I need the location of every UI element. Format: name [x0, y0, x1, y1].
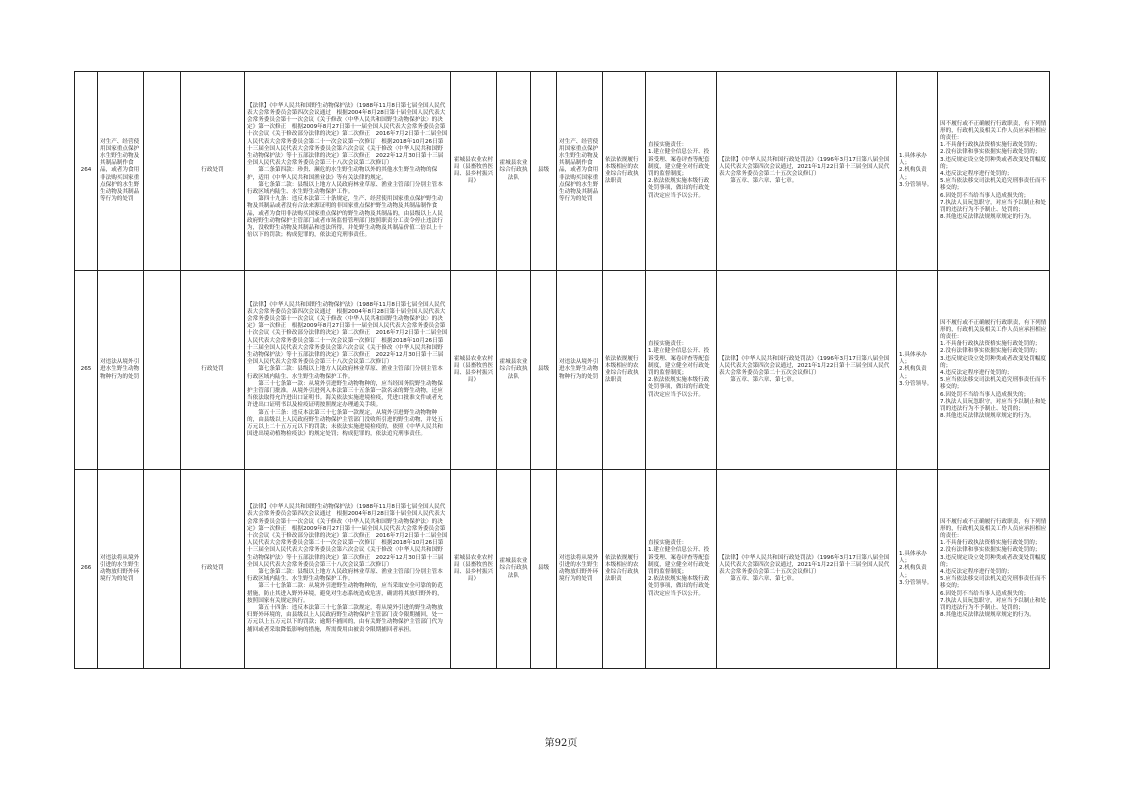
item-name: 对违法从境外引进水生野生动物物种行为的处罚 — [98, 271, 144, 470]
accountability: 因不履行或不正确履行行政职责，有下列情形的，行政机关及相关工作人员应承担相应的责任： 1.不具备行政执法资格实施行政处罚的； 2.没有法律和事实依据实施行政处罚的； 3.违反规定设立处罚种类或者改变处罚幅度的； 4.违反法定程序进行处罚的； 5.应当依法移交司法机关追究刑事责任而不移交的； 6.因处罚不当给当事人造成损失的； 7.执法人员玩忽职守，对应当予以制止和处罚的违法行为不予制止、处罚的； 8.其他违反法律法规规章规定的行为。 — [938, 470, 1050, 669]
supervision-law: 【法律】《中华人民共和国行政处罚法》（1996年3月17日第八届全国人民代表大会第四次会议通过，2021年1月22日第十三届全国人民代表大会常务委员会第二十五次会议修订） 第五章、第六章、第七章。 — [717, 470, 897, 669]
enforcement-unit: 霍城县农业综合行政执法队 — [497, 271, 531, 470]
responsible-subjects: 1.具体承办人； 2.机构负责人； 3.分管领导。 — [897, 271, 938, 470]
item-type: 行政处罚 — [181, 271, 245, 470]
item-type: 行政处罚 — [181, 470, 245, 669]
department: 霍城县农业农村局（县畜牧兽医局、县乡村振兴局） — [451, 470, 497, 669]
responsible-subjects: 1.具体承办人； 2.机构负责人； 3.分管领导。 — [897, 470, 938, 669]
supervision-law: 【法律】《中华人民共和国行政处罚法》（1996年3月17日第八届全国人民代表大会第四次会议通过，2021年1月22日第十三届全国人民代表大会常务委员会第二十五次会议修订） 第五章、第六章、第七章。 — [717, 271, 897, 470]
implementation-steps: 直接实施责任： 1.建立健全信息公开、投诉受理、案卷评查等配套制度，建立健全对行政处罚的监督制度； 2.依法依规实施本级行政处罚事项，做出的行政处罚决定应当予以公开。 — [646, 72, 717, 271]
accountability: 因不履行或不正确履行行政职责，有下列情形的，行政机关及相关工作人员应承担相应的责任： 1.不具备行政执法资格实施行政处罚的； 2.没有法律和事实依据实施行政处罚的； 3.违反规定设立处罚种类或者改变处罚幅度的； 4.违反法定程序进行处罚的； 5.应当依法移交司法机关追究刑事责任而不移交的； 6.因处罚不当给当事人造成损失的； 7.执法人员玩忽职守，对应当予以制止和处罚的违法行为不予制止、处罚的； 8.其他违反法律法规规章规定的行为。 — [938, 271, 1050, 470]
level: 县级 — [531, 271, 557, 470]
item-name-2: 对违法将从境外引进的水生野生动物放归野外环境行为的处罚 — [557, 470, 603, 669]
sub-item — [144, 271, 181, 470]
enforcement-unit: 霍城县农业综合行政执法队 — [497, 72, 531, 271]
level: 县级 — [531, 470, 557, 669]
sub-item — [144, 470, 181, 669]
duty: 依法依规履行本级相应的农业综合行政执法职责 — [603, 470, 646, 669]
supervision-law: 【法律】《中华人民共和国行政处罚法》（1996年3月17日第八届全国人民代表大会第四次会议通过，2021年1月22日第十三届全国人民代表大会常务委员会第二十五次会议修订） 第五章、第六章、第七章。 — [717, 72, 897, 271]
row-number: 266 — [75, 470, 98, 669]
table-row — [75, 470, 1050, 669]
sub-item — [144, 72, 181, 271]
item-name-2: 对违法从境外引进水生野生动物物种行为的处罚 — [557, 271, 603, 470]
responsible-subjects: 1.具体承办人； 2.机构负责人； 3.分管领导。 — [897, 72, 938, 271]
legal-basis: 【法律】《中华人民共和国野生动物保护法》（1988年11月8日第七届全国人民代表大会常务委员会第四次会议通过 根据2004年8月28日第十届全国人民代表大会常务委员会第十一次会议《关于修改〈中华人民共和国野生动物保护法〉的决定》第一次修正 根据2009年8月27日第十一届全国人民代表大会常务委员会第十次会议《关于修改部分法律的决定》第二次修正 2016年7月2日第十二届全国人民代表大会常务委员会第二十一次会议第一次修订 根据2018年10月26日第十三届全国人民代表大会常务委员会第六次会议《关于修改〈中华人民共和国野生动物保护法〉等十五部法律的决定》第三次修正 2022年12月30日第十三届全国人民代表大会常务委员会第三十八次会议第二次修订） 第七条第二款：县级以上地方人民政府林业草原、渔业主管部门分别主管本行政区域内陆生、水生野生动物保护工作。 第三十七条第二款：从境外引进野生动物物种的，应当采取安全可靠的防范措施，防止其进入野外环境，避免对生态系统造成危害，确需将其放归野外的，按照国家有关规定执行。 第五十四条：违反本法第三十七条第二款规定，将从境外引进的野生动物放归野外环境的，由县级以上人民政府野生动物保护主管部门责令限期捕回，处一万元以上五万元以下的罚款；逾期不捕回的，由有关野生动物保护主管部门代为捕回或者采取降低影响的措施，所需费用由被责令限期捕回者承担。 — [245, 470, 451, 669]
item-type: 行政处罚 — [181, 72, 245, 271]
item-name-2: 对生产、经营使用国家重点保护水生野生动物及其制品制作食品，或者为食用非法购买国家重点保护的水生野生动物及其制品等行为的处罚 — [557, 72, 603, 271]
legal-basis: 【法律】《中华人民共和国野生动物保护法》（1988年11月8日第七届全国人民代表大会常务委员会第四次会议通过 根据2004年8月28日第十届全国人民代表大会常务委员会第十一次会议《关于修改〈中华人民共和国野生动物保护法〉的决定》第一次修正 根据2009年8月27日第十一届全国人民代表大会常务委员会第十次会议《关于修改部分法律的决定》第二次修正 2016年7月2日第十二届全国人民代表大会常务委员会第二十一次会议第一次修订 根据2018年10月26日第十三届全国人民代表大会常务委员会第六次会议《关于修改〈中华人民共和国野生动物保护法〉等十五部法律的决定》第三次修正 2022年12月30日第十三届全国人民代表大会常务委员会第三十八次会议第二次修订） 第二条第四款：珍贵、濒危的水生野生动物以外的其他水生野生动物的保护，适用《中华人民共和国渔业法》等有关法律的规定。 第七条第二款：县级以上地方人民政府林业草原、渔业主管部门分别主管本行政区域内陆生、水生野生动物保护工作。 第四十九条：违反本法第三十条规定，生产、经营使用国家重点保护野生动物及其制品或者没有合法来源证明的非国家重点保护野生动物及其制品制作食品，或者为食用非法购买国家重点保护的野生动物及其制品的，由县级以上人民政府野生动物保护主管部门或者市场监督管理部门按照职责分工责令停止违法行为，没收野生动物及其制品和违法所得，并处野生动物及其制品价值二倍以上十倍以下的罚款；构成犯罪的，依法追究刑事责任。 — [245, 72, 451, 271]
table-row — [75, 72, 1050, 271]
legal-basis: 【法律】《中华人民共和国野生动物保护法》（1988年11月8日第七届全国人民代表大会常务委员会第四次会议通过 根据2004年8月28日第十届全国人民代表大会常务委员会第十一次会议《关于修改〈中华人民共和国野生动物保护法〉的决定》第一次修正 根据2009年8月27日第十一届全国人民代表大会常务委员会第十次会议《关于修改部分法律的决定》第二次修正 2016年7月2日第十二届全国人民代表大会常务委员会第二十一次会议第一次修订 根据2018年10月26日第十三届全国人民代表大会常务委员会第六次会议《关于修改〈中华人民共和国野生动物保护法〉等十五部法律的决定》第三次修正 2022年12月30日第十三届全国人民代表大会常务委员会第三十八次会议第二次修订） 第七条第二款：县级以上地方人民政府林业草原、渔业主管部门分别主管本行政区域内陆生、水生野生动物保护工作。 第三十七条第一款：从境外引进野生动物物种的，应当经国务院野生动物保护主管部门批准。从境外引进列入本法第三十五条第一款名录的野生动物，还应当依法取得允许进出口证明书。海关依法实施进境检疫，凭进口批准文件或者允许进出口证明书以及检疫证明按照规定办理通关手续。 第五十三条：违反本法第三十七条第一款规定，从境外引进野生动物物种的，由县级以上人民政府野生动物保护主管部门没收所引进的野生动物，并处五万元以上二十五万元以下的罚款；未依法实施进境检疫的，依照《中华人民共和国进出境动植物检疫法》的规定处罚；构成犯罪的，依法追究刑事责任。 — [245, 271, 451, 470]
responsibility-table — [74, 71, 1050, 669]
department: 霍城县农业农村局（县畜牧兽医局、县乡村振兴局） — [451, 72, 497, 271]
page-number: 第92页 — [544, 738, 578, 749]
item-name: 对生产、经营使用国家重点保护水生野生动物及其制品制作食品，或者为食用非法购买国家重点保护的水生野生动物及其制品等行为的处罚 — [98, 72, 144, 271]
accountability: 因不履行或不正确履行行政职责，有下列情形的，行政机关及相关工作人员应承担相应的责任： 1.不具备行政执法资格实施行政处罚的； 2.没有法律和事实依据实施行政处罚的； 3.违反规定设立处罚种类或者改变处罚幅度的； 4.违反法定程序进行处罚的； 5.应当依法移交司法机关追究刑事责任而不移交的； 6.因处罚不当给当事人造成损失的； 7.执法人员玩忽职守，对应当予以制止和处罚的违法行为不予制止、处罚的； 8.其他违反法律法规规章规定的行为。 — [938, 72, 1050, 271]
implementation-steps: 直接实施责任： 1.建立健全信息公开、投诉受理、案卷评查等配套制度，建立健全对行政处罚的监督制度； 2.依法依规实施本级行政处罚事项，做出的行政处罚决定应当予以公开。 — [646, 271, 717, 470]
duty: 依法依规履行本级相应的农业综合行政执法职责 — [603, 72, 646, 271]
row-number: 264 — [75, 72, 98, 271]
table-row — [75, 271, 1050, 470]
row-number: 265 — [75, 271, 98, 470]
duty: 依法依规履行本级相应的农业综合行政执法职责 — [603, 271, 646, 470]
item-name: 对违法将从境外引进的水生野生动物放归野外环境行为的处罚 — [98, 470, 144, 669]
implementation-steps: 直接实施责任： 1.建立健全信息公开、投诉受理、案卷评查等配套制度，建立健全对行政处罚的监督制度； 2.依法依规实施本级行政处罚事项，做出的行政处罚决定应当予以公开。 — [646, 470, 717, 669]
level: 县级 — [531, 72, 557, 271]
department: 霍城县农业农村局（县畜牧兽医局、县乡村振兴局） — [451, 271, 497, 470]
enforcement-unit: 霍城县农业综合行政执法队 — [497, 470, 531, 669]
